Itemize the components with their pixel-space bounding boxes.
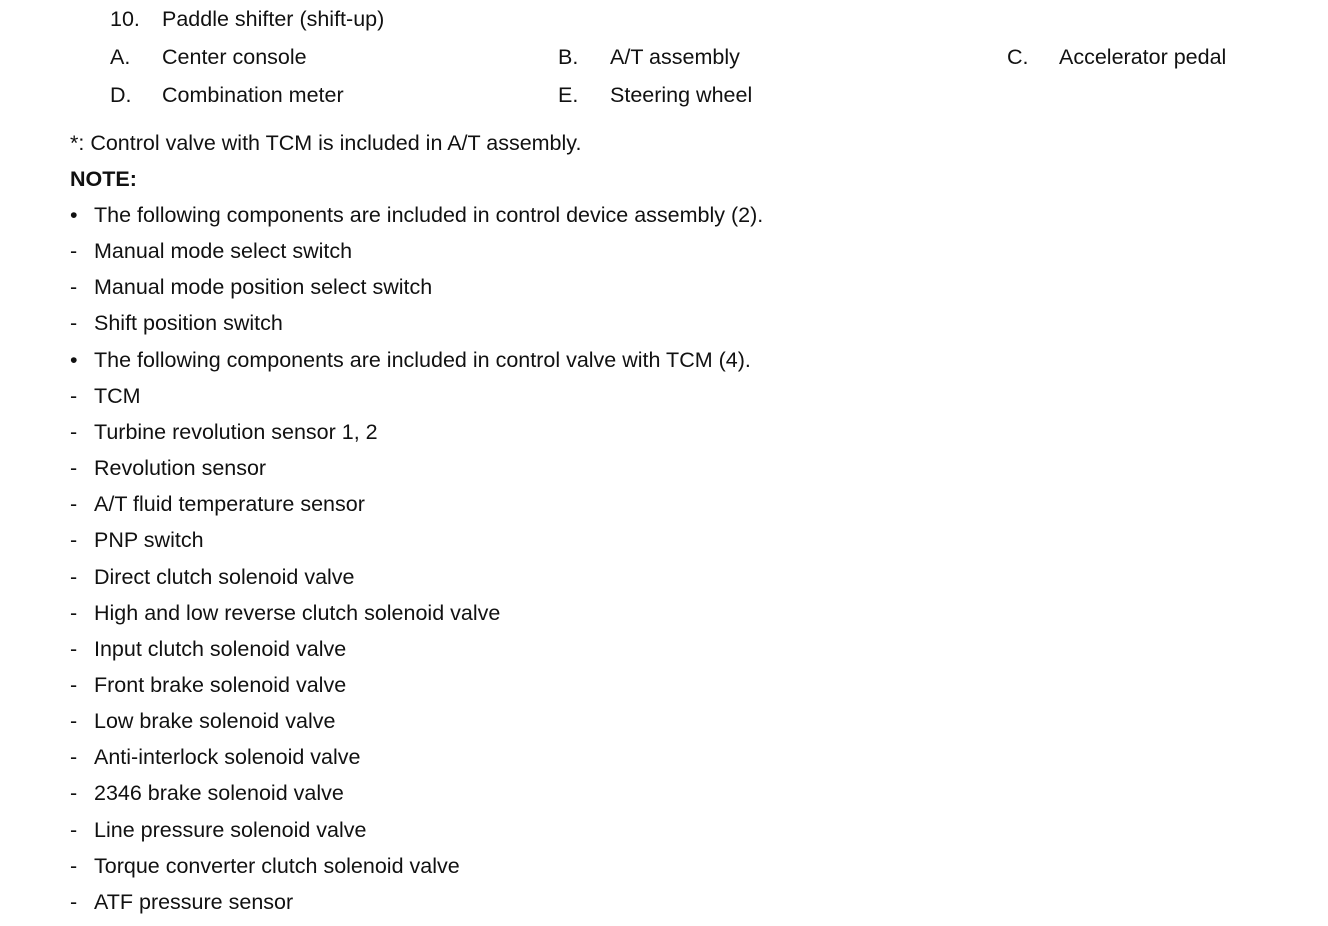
legend-key-b: B.: [558, 45, 579, 69]
dash-marker: -: [70, 565, 78, 589]
note-line-text: TCM: [94, 384, 141, 408]
dash-marker: -: [70, 673, 78, 697]
legend-number: 10.: [110, 7, 140, 31]
dash-marker: -: [70, 745, 78, 769]
dash-marker: -: [70, 854, 78, 878]
dash-marker: -: [70, 275, 78, 299]
note-sub-item: [0, 708, 1328, 734]
dash-marker: -: [70, 528, 78, 552]
dash-marker: -: [70, 781, 78, 805]
bullet-marker: •: [70, 348, 78, 372]
note-sub-item: [0, 238, 1328, 264]
dash-marker: -: [70, 420, 78, 444]
note-line-text: Manual mode position select switch: [94, 275, 433, 299]
legend-label-d: Combination meter: [162, 83, 344, 107]
note-sub-item: [0, 310, 1328, 336]
note-sub-item: [0, 491, 1328, 517]
note-sub-item: [0, 419, 1328, 445]
note-line-text: Input clutch solenoid valve: [94, 637, 347, 661]
legend-key-a: A.: [110, 45, 131, 69]
note-line-text: Revolution sensor: [94, 456, 267, 480]
dash-marker: -: [70, 384, 78, 408]
dash-marker: -: [70, 456, 78, 480]
dash-marker: -: [70, 492, 78, 516]
note-sub-item: [0, 744, 1328, 770]
legend-label-b: A/T assembly: [610, 45, 740, 69]
legend-label-c: Accelerator pedal: [1059, 45, 1227, 69]
note-sub-item: [0, 455, 1328, 481]
legend-label: Paddle shifter (shift-up): [162, 7, 385, 31]
note-line-text: A/T fluid temperature sensor: [94, 492, 365, 516]
note-line-text: ATF pressure sensor: [94, 890, 294, 914]
footnote: *: Control valve with TCM is included in A/T assembly.: [70, 131, 582, 155]
legend-key-e: E.: [558, 83, 579, 107]
legend-row-2: [0, 82, 1328, 108]
note-sub-item: [0, 636, 1328, 662]
dash-marker: -: [70, 818, 78, 842]
note-line-text: Anti-interlock solenoid valve: [94, 745, 361, 769]
dash-marker: -: [70, 239, 78, 263]
note-line-text: The following components are included in control device assembly (2).: [94, 203, 764, 227]
dash-marker: -: [70, 890, 78, 914]
note-bullet-line: [0, 347, 1328, 373]
note-line-text: The following components are included in control valve with TCM (4).: [94, 348, 751, 372]
note-bullet-line: [0, 202, 1328, 228]
note-line-text: Front brake solenoid valve: [94, 673, 347, 697]
bullet-marker: •: [70, 203, 78, 227]
note-line-text: Low brake solenoid valve: [94, 709, 336, 733]
dash-marker: -: [70, 637, 78, 661]
note-line-text: Torque converter clutch solenoid valve: [94, 854, 460, 878]
note-line-text: High and low reverse clutch solenoid valve: [94, 601, 501, 625]
legend-row-1: [0, 44, 1328, 70]
note-sub-item: [0, 527, 1328, 553]
legend-key-c: C.: [1007, 45, 1029, 69]
dash-marker: -: [70, 601, 78, 625]
note-sub-item: [0, 817, 1328, 843]
note-line-text: Shift position switch: [94, 311, 283, 335]
note-line-text: Direct clutch solenoid valve: [94, 565, 355, 589]
legend-label-e: Steering wheel: [610, 83, 753, 107]
legend-label-a: Center console: [162, 45, 307, 69]
dash-marker: -: [70, 311, 78, 335]
note-line-text: Turbine revolution sensor 1, 2: [94, 420, 378, 444]
note-line-text: Manual mode select switch: [94, 239, 353, 263]
note-line-text: 2346 brake solenoid valve: [94, 781, 344, 805]
legend-item-10: [0, 6, 1328, 32]
note-line-text: Line pressure solenoid valve: [94, 818, 367, 842]
note-sub-item: [0, 383, 1328, 409]
note-sub-item: [0, 600, 1328, 626]
note-sub-item: [0, 889, 1328, 915]
note-line-text: PNP switch: [94, 528, 204, 552]
note-sub-item: [0, 780, 1328, 806]
note-sub-item: [0, 274, 1328, 300]
legend-key-d: D.: [110, 83, 132, 107]
note-sub-item: [0, 564, 1328, 590]
note-sub-item: [0, 853, 1328, 879]
note-sub-item: [0, 672, 1328, 698]
note-heading: NOTE:: [70, 167, 137, 191]
dash-marker: -: [70, 709, 78, 733]
